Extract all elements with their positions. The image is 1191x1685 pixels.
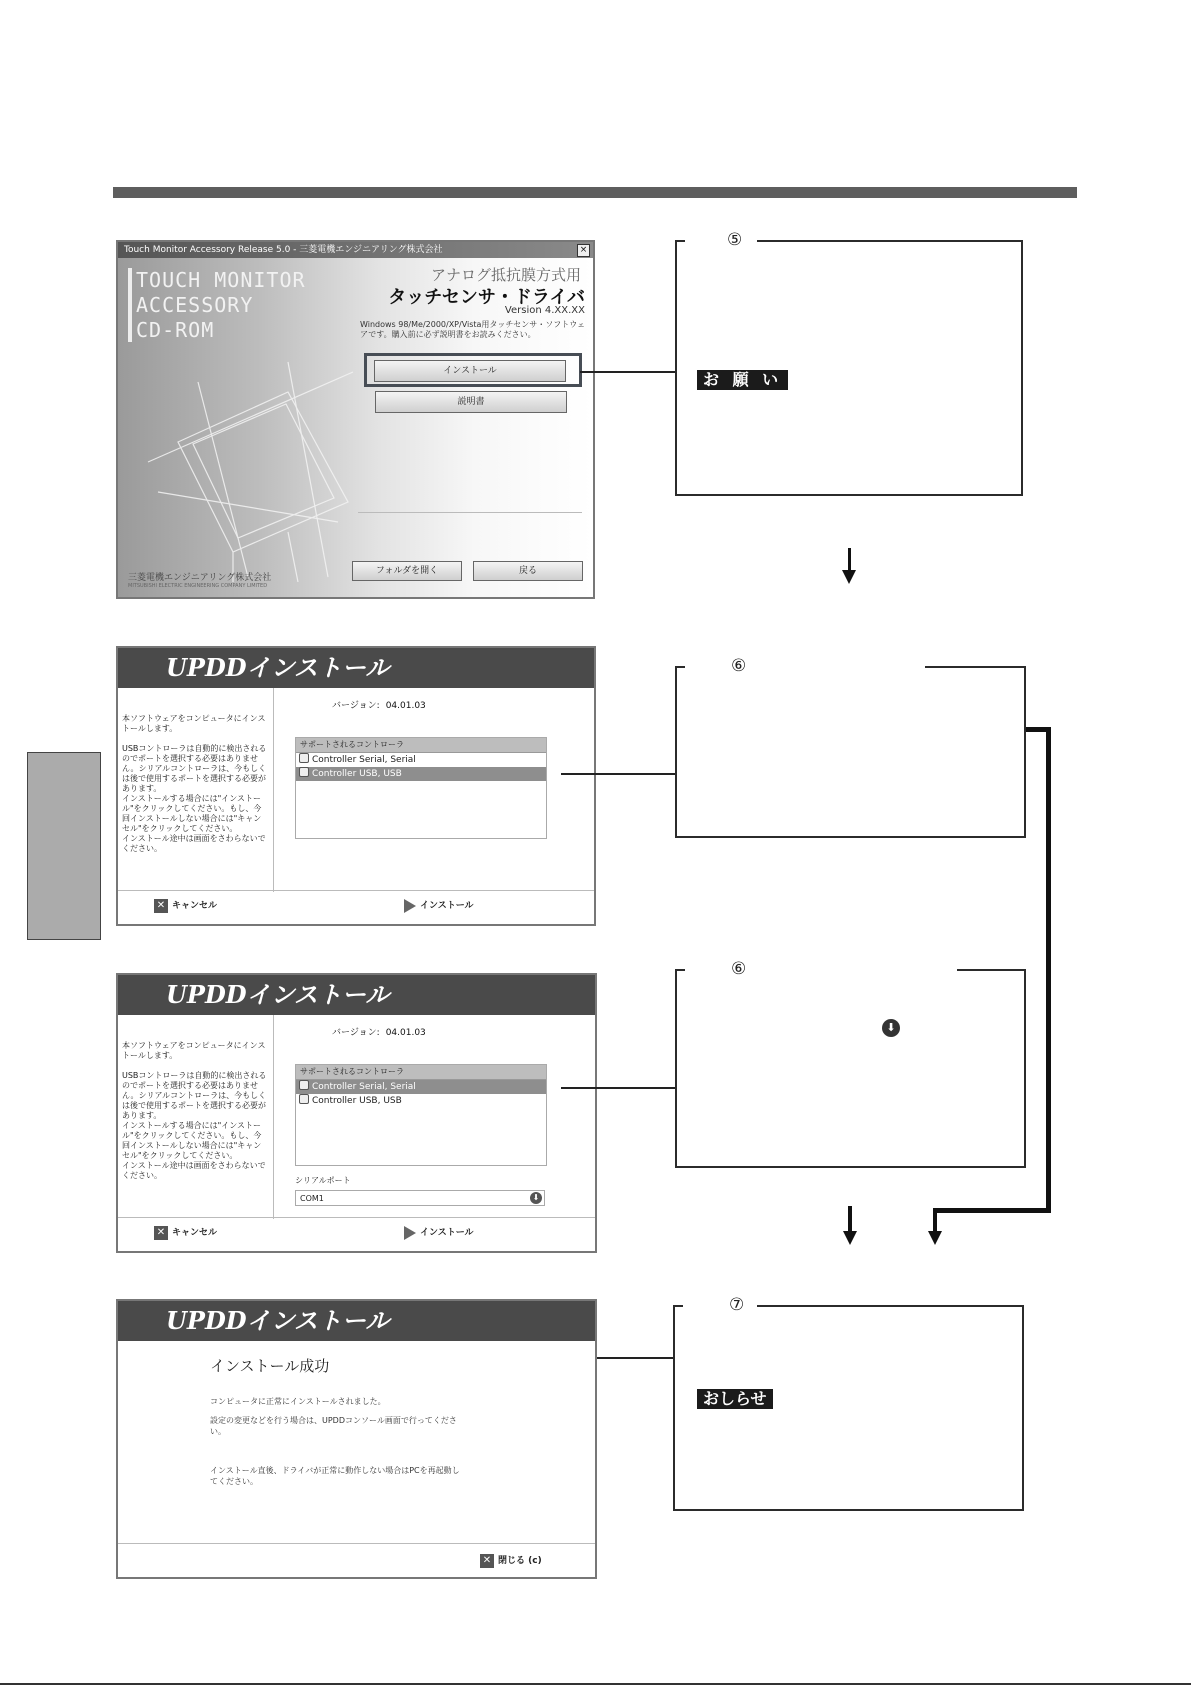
badge-notice: おしらせ [697,1389,773,1409]
list-item[interactable] [296,1094,546,1108]
controller-list [295,1064,547,1166]
updd-instructions: 本ソフトウェアをコンピュータにインストールします。 USBコントローラは自動的に検出されるのでポートを選択する必要はありません。シリアルコントローラは、今もしくは後で使用するポートを選択する必要があります。 インストールする場合には"インストール"をクリックしてください。もし、今回インストールしない場合には"キャンセル"をクリックしてください。 インストール途中は画面をさわらないでください。 [122,1041,267,1180]
cancel-label: キャンセル [172,1228,218,1238]
down-arrow-shaft [848,548,851,570]
flow-bracket-vertical [1046,727,1051,1213]
install-label: インストール [420,901,474,911]
logo-text [136,268,306,343]
close-icon[interactable]: × [577,244,590,257]
updd-window-serial [116,973,597,1253]
list-header: サポートされるコントローラ [296,738,546,753]
updd-header: UPDDインストール [118,1301,595,1341]
close-button[interactable] [480,1553,542,1569]
callout-step7 [673,1295,1024,1511]
play-icon [404,899,416,913]
updd-header: UPDDインストール [118,975,595,1015]
callout-step5 [675,230,1023,496]
logo-line-1: TOUCH MONITOR [136,268,306,292]
logo-line-2: ACCESSORY [136,293,254,317]
version-label-text: バージョン: [332,1028,380,1038]
controller-label: Controller Serial, Serial [312,1082,416,1092]
controller-icon [299,767,309,777]
controller-icon [299,1094,309,1104]
list-item[interactable] [296,753,546,767]
controller-icon [299,753,309,763]
install-label: インストール [420,1228,474,1238]
install-button[interactable] [404,898,474,914]
step-number: ⑥ [725,655,752,677]
version-value: 04.01.03 [385,1028,426,1038]
heading-analog: アナログ抵抗膜方式用 [430,266,581,284]
down-arrow-shaft [848,1206,852,1233]
monitor-illustration [138,352,358,582]
cancel-button[interactable] [154,898,217,914]
controller-label: Controller USB, USB [312,769,402,779]
version-label [332,698,426,711]
list-item-selected[interactable] [296,1080,546,1094]
play-icon [404,1226,416,1240]
window-titlebar: Touch Monitor Accessory Release 5.0 - 三菱電機エンジニアリング株式会社 [118,242,593,258]
list-header: サポートされるコントローラ [296,1065,546,1080]
pane-divider [273,1015,274,1219]
step-number: ⑤ [721,229,748,251]
back-button[interactable]: 戻る [473,561,583,581]
version-label-text: バージョン: [332,701,380,711]
flow-bracket-bottom [934,1208,1051,1213]
chapter-side-tab [27,752,101,940]
updd-window-usb [116,646,596,926]
dropdown-circle-icon: ⬇ [882,1019,900,1037]
logo-accent-bar [128,268,132,342]
cancel-label: キャンセル [172,901,218,911]
connector-line [561,773,676,775]
note-text: Windows 98/Me/2000/XP/Vista用タッチセンサ・ソフトウェアです。購入前に必ず説明書をお読みください。 [360,320,585,339]
success-line-3: インストール直後、ドライバが正常に動作しない場合はPCを再起動してください。 [210,1466,460,1486]
version-text: Version 4.XX.XX [504,305,585,316]
version-label [332,1025,426,1038]
serial-port-select[interactable] [295,1190,545,1206]
step-number: ⑥ [725,958,752,980]
connector-line [561,1087,676,1089]
updd-header: UPDDインストール [118,648,594,688]
controller-label: Controller USB, USB [312,1096,402,1106]
close-icon: ✕ [480,1554,494,1568]
callout-step6-serial [675,959,1026,1168]
callout-step6-usb [675,656,1026,838]
cancel-button[interactable] [154,1225,217,1241]
install-button[interactable] [404,1225,474,1241]
maker-sub: MITSUBISHI ELECTRIC ENGINEERING COMPANY LIMITED [128,583,268,589]
install-button[interactable]: インストール [374,360,566,382]
down-arrow-head [842,570,856,584]
cancel-icon: ✕ [154,899,168,913]
chevron-down-icon[interactable]: ⬇ [530,1192,542,1204]
manual-button[interactable]: 説明書 [375,391,567,413]
success-line-2: 設定の変更などを行う場合は、UPDDコンソール画面で行ってください。 [210,1416,457,1436]
heading-driver: タッチセンサ・ドライバ [388,287,585,308]
down-arrow-head [928,1231,942,1245]
cancel-icon: ✕ [154,1226,168,1240]
updd-instructions: 本ソフトウェアをコンピュータにインストールします。 USBコントローラは自動的に検出されるのでポートを選択する必要はありません。シリアルコントローラは、今もしくは後で使用するポートを選択する必要があります。 インストールする場合には"インストール"をクリックしてください。もし、今回インストールしない場合には"キャンセル"をクリックしてください。 インストール途中は画面をさわらないでください。 [122,714,267,853]
serial-port-label: シリアルポート [295,1176,351,1185]
section-header-bar [113,187,1077,198]
down-arrow-shaft [933,1208,937,1233]
serial-port-value: COM1 [300,1194,324,1203]
success-title: インストール成功 [210,1357,330,1375]
connector-line [580,371,675,373]
autorun-window [116,240,595,599]
controller-list [295,737,547,839]
connector-line [597,1357,674,1359]
version-value: 04.01.03 [385,701,426,711]
callout-gap [685,665,925,670]
success-line-1: コンピュータに正常にインストールされました。 [210,1397,386,1406]
close-label: 閉じる (c) [498,1556,542,1566]
pane-divider [273,688,274,892]
list-item-selected[interactable] [296,767,546,781]
badge-request: お 願 い [697,370,788,390]
maker-name: 三菱電機エンジニアリング株式会社 [128,573,272,583]
step-number: ⑦ [723,1294,750,1316]
controller-label: Controller Serial, Serial [312,755,416,765]
down-arrow-head [843,1231,857,1245]
open-folder-button[interactable]: フォルダを開く [352,561,462,581]
logo-line-3: CD-ROM [136,318,215,342]
controller-icon [299,1080,309,1090]
updd-window-success [116,1299,597,1579]
separator [358,512,582,513]
